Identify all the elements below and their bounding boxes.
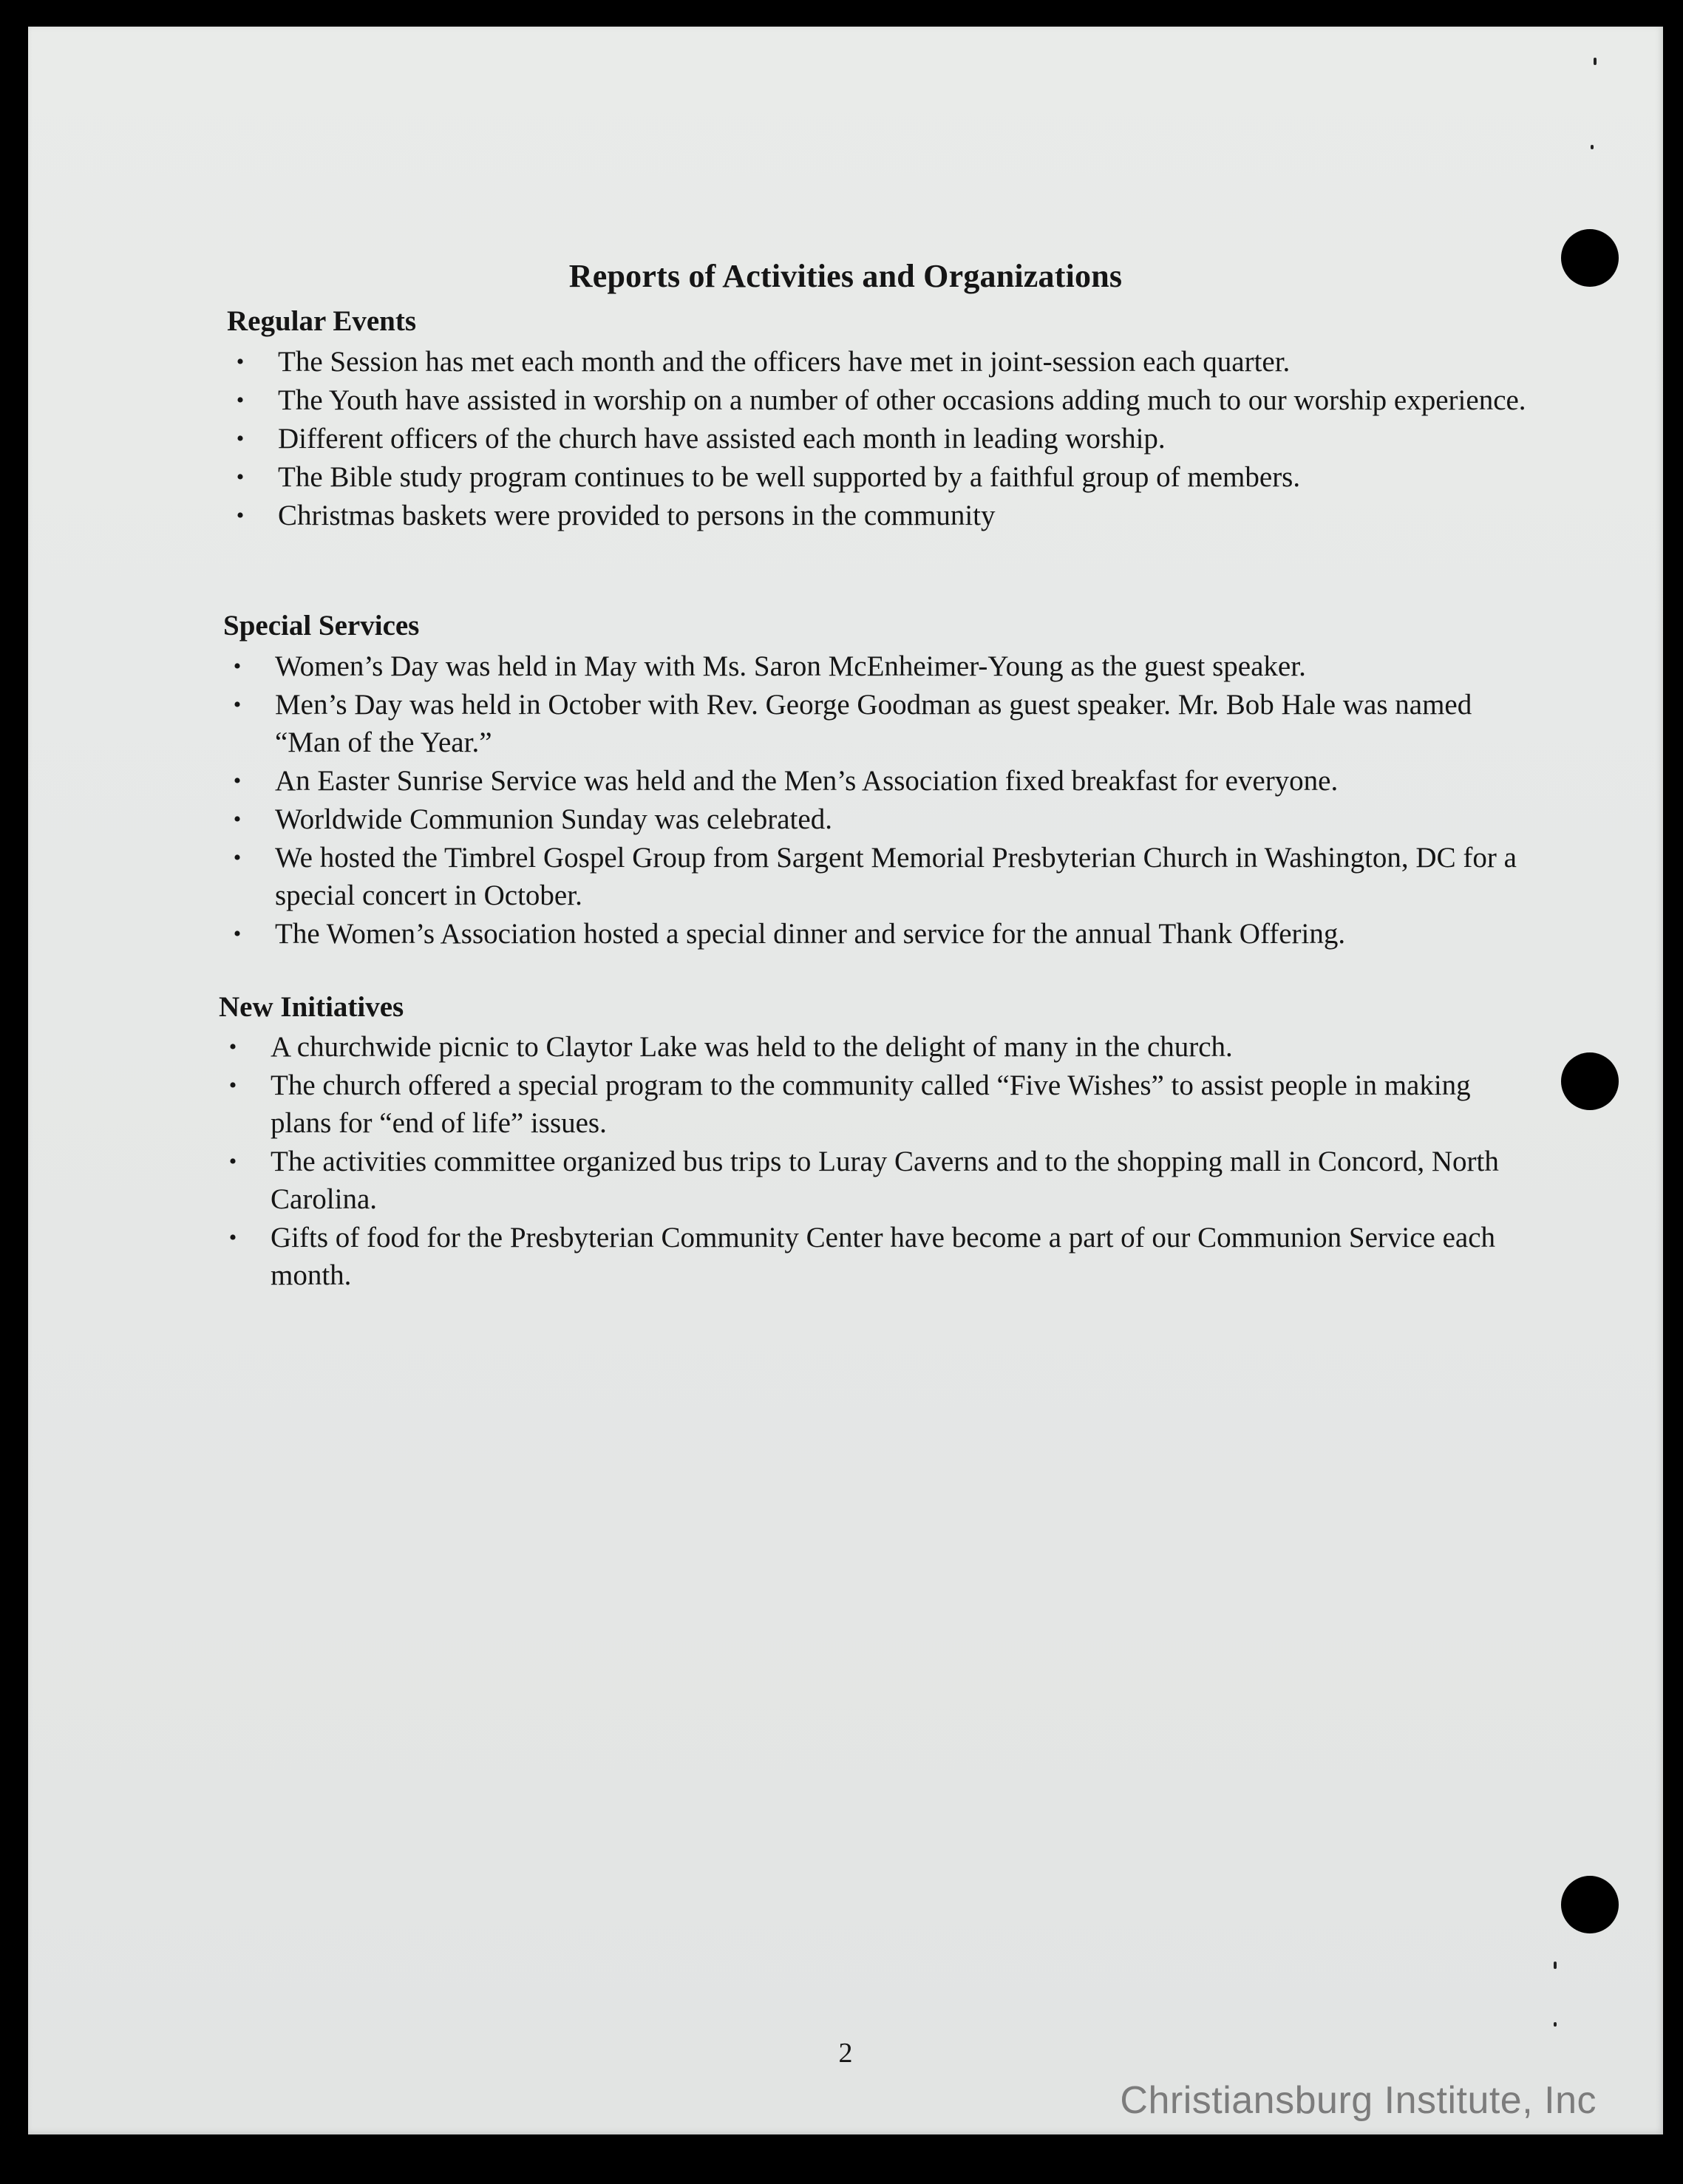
list-item bbox=[222, 1143, 1523, 1218]
list-item bbox=[222, 1028, 1523, 1066]
list-item-text: The Women’s Association hosted a special dinner and service for the annual Thank Offering. bbox=[275, 918, 1346, 950]
list-item bbox=[229, 458, 1530, 496]
bullet-icon: • bbox=[228, 1035, 237, 1059]
list-item-text: Women’s Day was held in May with Ms. Saron McEnheimer-Young as the guest speaker. bbox=[275, 650, 1306, 682]
section-heading-special-services: Special Services bbox=[223, 610, 420, 642]
section-heading-new-initiatives: New Initiatives bbox=[219, 991, 404, 1023]
bullet-icon: • bbox=[236, 426, 245, 451]
list-item-text: The activities committee organized bus trips to Luray Caverns and to the shopping mall in Concord, North Carolina. bbox=[271, 1146, 1499, 1215]
bullet-icon: • bbox=[228, 1149, 237, 1174]
list-item bbox=[226, 915, 1527, 953]
bullet-icon: • bbox=[233, 693, 242, 717]
list-item-text: The church offered a special program to the community called “Five Wishes” to assist people in making plans for “end of life” issues. bbox=[271, 1069, 1471, 1139]
scanned-page bbox=[28, 27, 1663, 2134]
list-item-text: Christmas baskets were provided to persons in the community bbox=[278, 500, 996, 531]
new-initiatives-list bbox=[222, 1028, 1523, 1295]
document-body bbox=[28, 27, 1663, 2134]
bullet-icon: • bbox=[236, 465, 245, 489]
list-item-text: Worldwide Communion Sunday was celebrated. bbox=[275, 803, 832, 835]
list-item bbox=[226, 686, 1527, 761]
bullet-icon: • bbox=[233, 769, 242, 793]
bullet-icon: • bbox=[228, 1073, 237, 1098]
list-item-text: The Bible study program continues to be well supported by a faithful group of members. bbox=[278, 461, 1301, 493]
page-number: 2 bbox=[838, 2038, 853, 2069]
bullet-icon: • bbox=[236, 388, 245, 412]
special-services-list bbox=[226, 647, 1527, 953]
bullet-icon: • bbox=[233, 922, 242, 946]
list-item bbox=[229, 420, 1530, 457]
list-item-text: The Session has met each month and the officers have met in joint-session each quarter. bbox=[278, 346, 1291, 378]
list-item bbox=[226, 647, 1527, 685]
list-item bbox=[229, 381, 1530, 419]
list-item bbox=[229, 497, 1530, 534]
list-item-text: Different officers of the church have assisted each month in leading worship. bbox=[278, 423, 1166, 455]
bullet-icon: • bbox=[236, 503, 245, 528]
list-item bbox=[229, 343, 1530, 381]
list-item-text: A churchwide picnic to Claytor Lake was held to the delight of many in the church. bbox=[271, 1031, 1233, 1063]
list-item bbox=[226, 762, 1527, 800]
list-item bbox=[222, 1219, 1523, 1294]
watermark: Christiansburg Institute, Inc bbox=[1120, 2079, 1597, 2122]
list-item bbox=[222, 1067, 1523, 1142]
list-item-text: An Easter Sunrise Service was held and the Men’s Association fixed breakfast for everyone. bbox=[275, 765, 1339, 797]
section-heading-regular-events: Regular Events bbox=[227, 305, 417, 337]
bullet-icon: • bbox=[233, 807, 242, 831]
bullet-icon: • bbox=[228, 1225, 237, 1250]
document-title: Reports of Activities and Organizations bbox=[568, 258, 1123, 294]
list-item-text: Gifts of food for the Presbyterian Community Center have become a part of our Communion Service each month. bbox=[271, 1222, 1496, 1291]
bullet-icon: • bbox=[233, 654, 242, 678]
bullet-icon: • bbox=[233, 846, 242, 870]
list-item bbox=[226, 839, 1527, 914]
list-item-text: Men’s Day was held in October with Rev. George Goodman as guest speaker. Mr. Bob Hale was named “Man of the Year.” bbox=[275, 689, 1472, 758]
bullet-icon: • bbox=[236, 350, 245, 374]
list-item-text: We hosted the Timbrel Gospel Group from Sargent Memorial Presbyterian Church in Washington, DC for a special concert in October. bbox=[275, 842, 1517, 911]
regular-events-list bbox=[229, 343, 1530, 535]
list-item bbox=[226, 800, 1527, 838]
list-item-text: The Youth have assisted in worship on a number of other occasions adding much to our worship experience. bbox=[278, 384, 1526, 416]
